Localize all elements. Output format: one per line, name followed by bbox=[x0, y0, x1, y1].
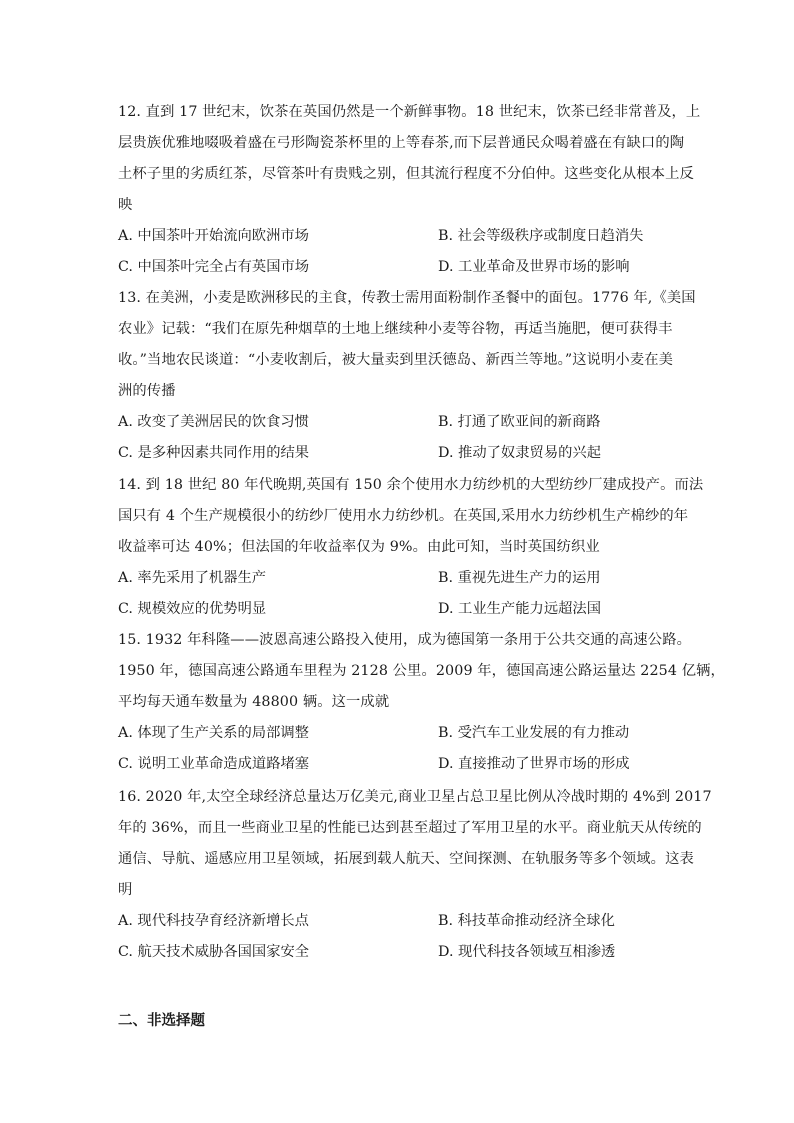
stem-line: 层贵族优雅地啜吸着盛在弓形陶瓷茶杯里的上等春茶,而下层普通民众喝着盛在有缺口的陶 bbox=[118, 135, 685, 151]
stem-line: 15. 1932 年科隆——波恩高速公路投入使用，成为德国第一条用于公共交通的高速公路。 bbox=[118, 632, 691, 648]
stem-line: 明 bbox=[118, 882, 133, 898]
option-b[interactable]: B. 受汽车工业发展的有力推动 bbox=[438, 725, 630, 741]
stem-line: 通信、导航、遥感应用卫星领域，拓展到载人航天、空间探测、在轨服务等多个领域。这表 bbox=[118, 851, 694, 867]
question-stem bbox=[118, 470, 704, 563]
option-a[interactable]: A. 体现了生产关系的局部调整 bbox=[118, 725, 309, 741]
option-b[interactable]: B. 打通了欧亚间的新商路 bbox=[438, 414, 601, 430]
options-row bbox=[118, 937, 678, 968]
option-b[interactable]: B. 社会等级秩序或制度日趋消失 bbox=[438, 228, 644, 244]
stem-line: 14. 到 18 世纪 80 年代晚期,英国有 150 余个使用水力纺纱机的大型纺纱厂建成投产。而法 bbox=[118, 477, 704, 493]
option-c[interactable]: C. 规模效应的优势明显 bbox=[118, 601, 267, 617]
stem-line: 收益率可达 40%；但法国的年收益率仅为 9%。由此可知，当时英国纺织业 bbox=[118, 539, 600, 555]
question-15 bbox=[118, 625, 725, 780]
option-c[interactable]: C. 中国茶叶完全占有英国市场 bbox=[118, 259, 310, 275]
stem-line: 土杯子里的劣质红茶，尽管茶叶有贵贱之别，但其流行程度不分伯仲。这些变化从根本上反 bbox=[118, 166, 694, 182]
option-a[interactable]: A. 现代科技孕育经济新增长点 bbox=[118, 913, 309, 929]
option-c[interactable]: C. 航天技术威胁各国国家安全 bbox=[118, 944, 310, 960]
stem-line: 13. 在美洲，小麦是欧洲移民的主食，传教士需用面粉制作圣餐中的面包。1776 年,《美国 bbox=[118, 290, 696, 306]
options-row bbox=[118, 718, 678, 749]
section-title: 二、非选择题 bbox=[118, 1013, 205, 1029]
option-d[interactable]: D. 直接推动了世界市场的形成 bbox=[438, 756, 630, 772]
options-row bbox=[118, 594, 678, 625]
question-stem bbox=[118, 782, 712, 906]
option-c[interactable]: C. 是多种因素共同作用的结果 bbox=[118, 445, 310, 461]
stem-line: 收。”当地农民谈道：“小麦收割后，被大量卖到里沃德岛、新西兰等地。”这说明小麦在美 bbox=[118, 352, 674, 368]
options-row bbox=[118, 906, 678, 937]
option-a[interactable]: A. 中国茶叶开始流向欧洲市场 bbox=[118, 228, 309, 244]
option-d[interactable]: D. 工业革命及世界市场的影响 bbox=[438, 259, 630, 275]
question-14 bbox=[118, 470, 704, 625]
stem-line: 映 bbox=[118, 197, 133, 213]
option-a[interactable]: A. 改变了美洲居民的饮食习惯 bbox=[118, 414, 309, 430]
option-b[interactable]: B. 科技革命推动经济全球化 bbox=[438, 913, 615, 929]
options-row bbox=[118, 749, 678, 780]
question-12 bbox=[118, 97, 701, 283]
question-stem bbox=[118, 625, 725, 718]
options-row bbox=[118, 563, 678, 594]
stem-line: 16. 2020 年,太空全球经济总量达万亿美元,商业卫星占总卫星比例从冷战时期的 4%到 2017 bbox=[118, 789, 712, 805]
option-a[interactable]: A. 率先采用了机器生产 bbox=[118, 570, 267, 586]
option-d[interactable]: D. 工业生产能力远超法国 bbox=[438, 601, 602, 617]
option-d[interactable]: D. 现代科技各领域互相渗透 bbox=[438, 944, 616, 960]
option-c[interactable]: C. 说明工业革命造成道路堵塞 bbox=[118, 756, 310, 772]
option-b[interactable]: B. 重视先进生产力的运用 bbox=[438, 570, 601, 586]
stem-line: 12. 直到 17 世纪末，饮茶在英国仍然是一个新鲜事物。18 世纪末，饮茶已经非常普及，上 bbox=[118, 104, 701, 120]
option-d[interactable]: D. 推动了奴隶贸易的兴起 bbox=[438, 445, 602, 461]
stem-line: 国只有 4 个生产规模很小的纺纱厂使用水力纺纱机。在英国,采用水力纺纱机生产棉纱的年 bbox=[118, 508, 689, 524]
stem-line: 农业》记载：“我们在原先种烟草的土地上继续种小麦等谷物，再适当施肥，便可获得丰 bbox=[118, 321, 673, 337]
options-row bbox=[118, 252, 678, 283]
stem-line: 洲的传播 bbox=[118, 383, 176, 399]
stem-line: 平均每天通车数量为 48800 辆。这一成就 bbox=[118, 694, 390, 710]
options-row bbox=[118, 438, 678, 469]
question-stem bbox=[118, 283, 696, 407]
question-13 bbox=[118, 283, 696, 469]
options-row bbox=[118, 221, 678, 252]
options-row bbox=[118, 407, 678, 438]
question-stem bbox=[118, 97, 701, 221]
stem-line: 1950 年，德国高速公路通车里程为 2128 公里。2009 年，德国高速公路运量达 2254 亿辆， bbox=[118, 663, 725, 679]
question-16 bbox=[118, 782, 712, 968]
stem-line: 年的 36%，而且一些商业卫星的性能已达到甚至超过了军用卫星的水平。商业航天从传统的 bbox=[118, 820, 702, 836]
